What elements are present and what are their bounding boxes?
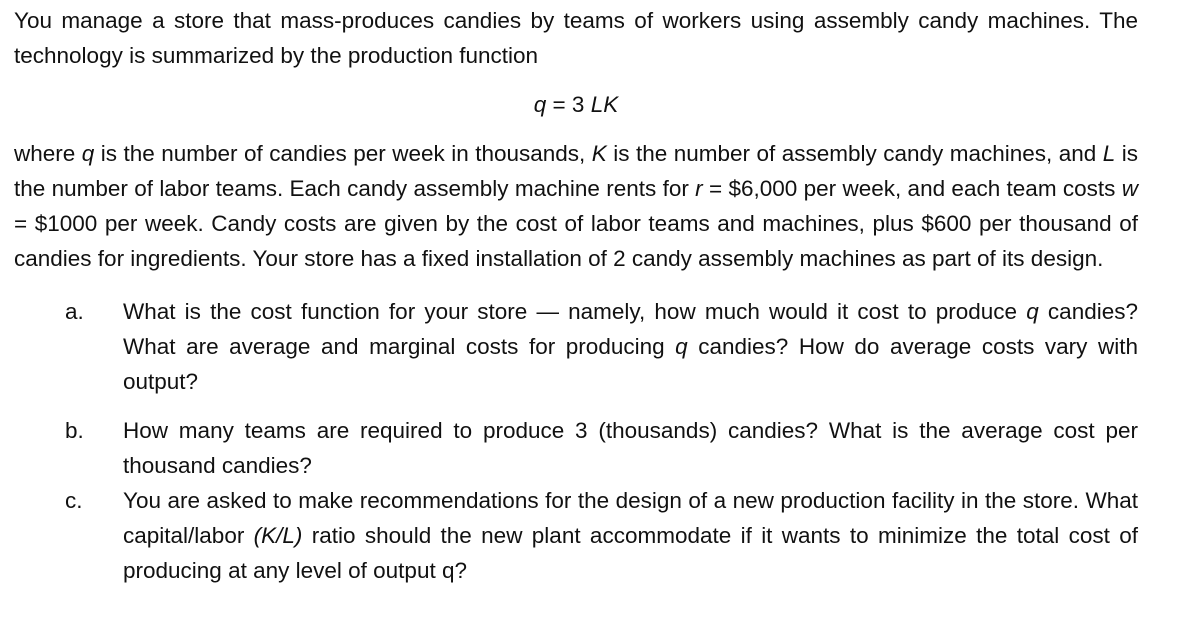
question-a-text <box>123 294 1138 399</box>
question-a-marker: a. <box>65 299 84 324</box>
variable-k: K <box>591 141 607 166</box>
definitions-text-2: is the number of candies per week in thousands, <box>94 141 592 166</box>
question-a-part-3: candies? How do average costs vary with output? <box>123 334 1138 394</box>
question-b <box>65 413 1138 483</box>
equation-inputs: LK <box>590 92 619 117</box>
equation-output-variable: q <box>533 92 547 117</box>
question-c <box>65 483 1138 588</box>
variable-l: L <box>1102 141 1116 166</box>
question-a-part-1: What is the cost function for your store — namely, how much would it cost to produce <box>123 299 1027 324</box>
question-b-text: How many teams are required to produce 3 (thousands) candies? What is the average cost per thousand candies? <box>123 418 1138 478</box>
question-a-variable-q-1: q <box>1026 299 1039 324</box>
question-a-variable-q-2: q <box>675 334 688 359</box>
intro-paragraph: You manage a store that mass-produces candies by teams of workers using assembly candy machines. The technology is summarized by the production function <box>14 8 1138 68</box>
question-b-marker: b. <box>65 418 84 443</box>
variable-q: q <box>81 141 95 166</box>
definitions-text-4: is the number of labor teams. Each candy assembly machine rents for <box>14 141 1138 201</box>
definitions-text-5: = $6,000 per week, and each team costs <box>702 176 1122 201</box>
definitions-paragraph <box>14 136 1138 276</box>
variable-w: w <box>1121 176 1138 201</box>
question-a-part-2: candies? What are average and marginal costs for producing <box>123 299 1138 359</box>
question-list <box>65 294 1138 588</box>
question-c-marker: c. <box>65 488 83 513</box>
definitions-text-6: = $1000 per week. Candy costs are given by the cost of labor teams and machines, plus $600 per thousand of candies for ingredients. Your store has a fixed installation of 2 candy assembly machines as part of its design. <box>14 211 1138 271</box>
variable-r: r <box>695 176 703 201</box>
question-c-part-2: ratio should the new plant accommodate if it wants to minimize the total cost of producing at any level of output q? <box>123 523 1138 583</box>
equation-operator: = 3 <box>546 92 591 117</box>
question-c-ratio: (K/L) <box>253 523 303 548</box>
definitions-text-1: where <box>14 141 82 166</box>
definitions-text-3: is the number of assembly candy machines, and <box>606 141 1103 166</box>
question-c-part-1: You are asked to make recommendations for the design of a new production facility in the store. What capital/labor <box>123 488 1138 548</box>
question-a <box>65 294 1138 399</box>
problem-document <box>14 3 1138 588</box>
production-function-equation <box>14 87 1138 122</box>
question-c-text <box>123 483 1138 588</box>
